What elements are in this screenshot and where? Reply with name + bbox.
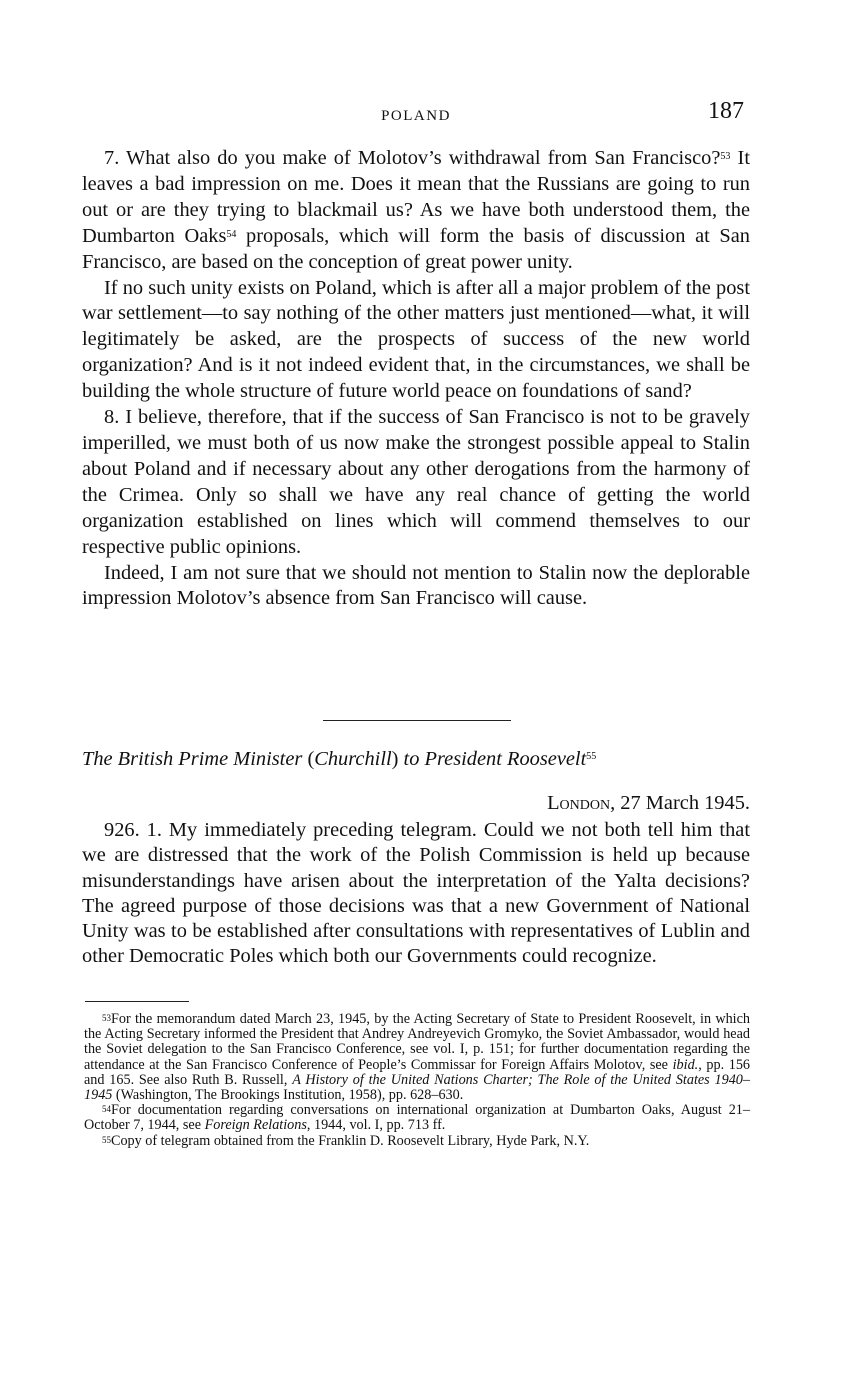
heading-paren: ( <box>307 748 315 770</box>
paragraph-text: 7. What also do you make of Molotov’s withdrawal from San Francisco? <box>104 147 721 169</box>
footnote-mark: 55 <box>102 1134 111 1145</box>
body-text <box>82 146 750 612</box>
heading-name: Churchill <box>314 748 392 770</box>
footnote-rule <box>85 1001 189 1002</box>
footnote-mark: 53 <box>102 1013 111 1023</box>
running-head <box>82 98 750 134</box>
section-separator <box>323 720 511 721</box>
heading-text: to President Roosevelt <box>398 748 587 770</box>
footnotes <box>84 1012 750 1149</box>
document-heading <box>82 745 750 773</box>
telegram-paragraph-926: 926. 1. My immediately preceding telegram. Could we not both tell him that we are distressed that the work of the Polish Commission is held up because misunderstandings have arisen about the interpretation of the Yalta decisions? The agreed purpose of those decisions was that a new Government of National Unity was to be established after consultations with representatives of Lublin and other Democratic Poles which both our Governments could recognize. <box>82 819 750 968</box>
footnote-53 <box>84 1012 750 1103</box>
footnote-55 <box>84 1134 750 1149</box>
footnote-text: For the memorandum dated March 23, 1945, by the Acting Secretary of State to President Roosevelt, in which the Acting Secretary informed the President that Andrey Andreyevich Gromyko, the Soviet Ambassador, would head the Soviet delegation to the San Francisco Conference, see vol. I, p. 151; for further documentation regarding the attendance at the San Francisco Conference of People’s Commissar for Foreign Affairs Molotov, see <box>84 1011 750 1073</box>
footnote-text: (Washington, The Brookings Institution, 1958), pp. 628–630. <box>112 1087 464 1104</box>
dateline-place: London <box>547 792 611 814</box>
heading-paren: ) <box>391 748 399 770</box>
footnote-italic: ibid. <box>672 1056 699 1073</box>
telegram-text <box>82 818 750 970</box>
dateline <box>82 790 750 816</box>
paragraph-molotov-absence: Indeed, I am not sure that we should not mention to Stalin now the deplorable impression Molotov’s absence from San Francisco will cause. <box>82 561 750 610</box>
footnote-book-title: A History of the United Nations Charter; The Role of the United States 1940–1945 <box>84 1071 750 1104</box>
footnote-text: Copy of telegram obtained from the Franklin D. Roosevelt Library, Hyde Park, N.Y. <box>111 1132 590 1149</box>
heading-text: The British Prime Minister <box>82 748 308 770</box>
paragraph-8: 8. I believe, therefore, that if the success of San Francisco is not to be gravely imperilled, we must both of us now make the strongest possible appeal to Stalin about Poland and if necessary about any other derogations from the harmony of the Crimea. Only so shall we have any real chance of getting the world organization established on lines which will commend themselves to our respective public opinions. <box>82 406 750 558</box>
paragraph-7 <box>82 146 750 276</box>
footnote-text: , pp. 156 and 165. See also Ruth B. Russell, <box>84 1056 751 1088</box>
page-number: 187 <box>708 98 744 124</box>
footnote-text: , 1944, vol. I, pp. 713 ff. <box>306 1117 446 1134</box>
footnote-book-title: Foreign Relations <box>204 1117 307 1134</box>
paragraph-text: It leaves a bad impression on me. Does it mean that the Russians are going to run out or are they trying to blackmail us? As we have both understood them, the Dumbarton Oaks <box>82 147 750 247</box>
footnote-ref-55[interactable]: 55 <box>586 751 597 762</box>
paragraph-unity: If no such unity exists on Poland, which is after all a major problem of the post war settlement—to say nothing of the other matters just mentioned—what, it will legitimately be asked, are the prospects of success of the new world organization? And is it not indeed evident that, in the circumstances, we shall be building the whole structure of future world peace on foundations of sand? <box>82 276 750 403</box>
running-title: POLAND <box>381 108 451 124</box>
footnote-54 <box>84 1103 750 1133</box>
dateline-date: , 27 March 1945. <box>610 792 750 814</box>
footnote-mark: 54 <box>102 1104 111 1115</box>
footnote-text: For documentation regarding conversations on international organization at Dumbarton Oaks, August 21–October 7, 1944, see <box>84 1102 750 1134</box>
paragraph-text: proposals, which will form the basis of discussion at San Francisco, are based on the conception of great power unity. <box>82 224 750 273</box>
footnote-ref-54[interactable]: 54 <box>226 228 237 240</box>
footnote-ref-53[interactable]: 53 <box>720 151 731 162</box>
